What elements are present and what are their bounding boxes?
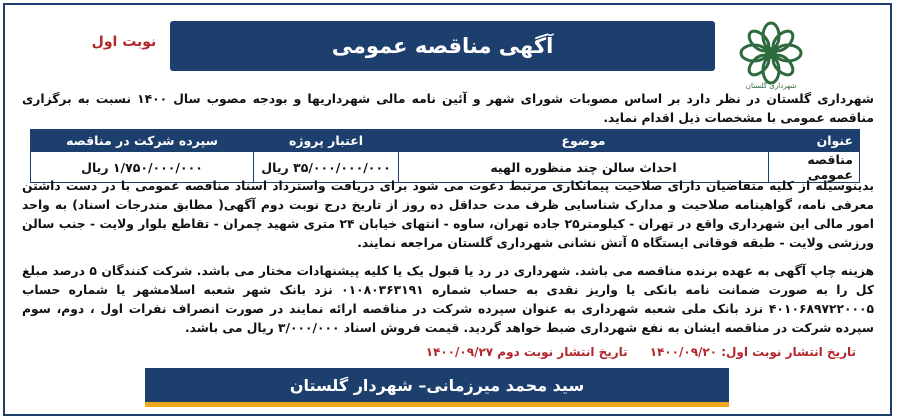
table-header-row bbox=[31, 130, 860, 152]
flower-emblem-icon bbox=[736, 18, 806, 88]
tender-table bbox=[30, 129, 860, 183]
header-deposit: سپرده شرکت در مناقصه bbox=[31, 130, 254, 152]
municipality-logo bbox=[736, 18, 806, 88]
cell-subject: احداث سالن چند منظوره الهیه bbox=[399, 152, 769, 183]
cell-project-budget: ۳۵/۰۰۰/۰۰۰/۰۰۰ ریال bbox=[254, 152, 399, 183]
cell-title: مناقصه عمومی bbox=[769, 152, 860, 183]
title-bar bbox=[170, 21, 715, 71]
date-first-publication: تاریخ انتشار نوبت اول: ۱۴۰۰/۰۹/۲۰ bbox=[649, 345, 856, 359]
header-title: عنوان bbox=[769, 130, 860, 152]
logo-caption: شهرداری گلستان bbox=[745, 82, 797, 90]
publication-dates bbox=[300, 345, 856, 359]
round-label: نوبت اول bbox=[91, 34, 157, 50]
cell-deposit: ۱/۷۵۰/۰۰۰/۰۰۰ ریال bbox=[31, 152, 254, 183]
header-subject: موضوع bbox=[399, 130, 769, 152]
signatory: سید محمد میرزمانی– شهردار گلستان bbox=[289, 375, 585, 395]
intro-paragraph: شهرداری گلستان در نظر دارد بر اساس مصوبات شورای شهر و آئین نامه مالی شهرداریها و بودجه مصوب سال ۱۴۰۰ نسبت به برگزاری مناقصه عمومی با مشخصات ذیل اقدام نماید. bbox=[22, 92, 874, 125]
signature-bar bbox=[145, 368, 729, 402]
notice-title: آگهی مناقصه عمومی bbox=[331, 34, 554, 58]
terms-paragraph: هزینه چاپ آگهی به عهده برنده مناقصه می باشد. شهرداری در رد یا قبول یک یا کلیه پیشنهادات مختار می باشد. شرکت کنندگان ۵ درصد مبلغ کل را به صورت ضمانت نامه بانکی یا واریز نقدی به حساب شماره ۰۱۰۸۰۳۶۳۱۹۱ نزد بانک شهر شعبه اسلامشهر یا شماره حساب ۴۰۱۰۶۸۹۷۲۲۰۰۰۵ نزد بانک ملی شعبه شهرداری به عنوان سپرده شرکت در مناقصه ارائه نمایند در صورت انصراف نفرات اول ، دوم، سوم سپرده شرکت در مناقصه ایشان به نفع شهرداری ضبط خواهد گردید. قیمت فروش اسناد ۳/۰۰۰/۰۰۰ ریال می باشد. bbox=[22, 264, 874, 335]
header-project-budget: اعتبار پروژه bbox=[254, 130, 399, 152]
footer-ribbon bbox=[145, 402, 729, 407]
date-second-publication: تاریخ انتشار نوبت دوم ۱۴۰۰/۰۹/۲۷ bbox=[425, 345, 628, 359]
instructions-paragraph: بدینوسیله از کلیه متقاضیان دارای صلاحیت پیمانکاری مرتبط دعوت می شود برای دریافت واسترداد اسناد مناقصه عمومی با در دست داشتن معرفی نامه، گواهینامه صلاحیت و مدارک شناسایی ظرف مدت حداقل ده روز از تاریخ درج نوبت دوم آگهی( مطابق مندرجات اسناد) به واحد امور مالی این شهرداری واقع در تهران - کیلومتر۲۵ جاده تهران، ساوه - انتهای خیابان ۲۴ متری شهید چمران - تقاطع بلوار ولایت - جنب سالن ورزشی ولایت - طبقه فوقانی ایستگاه ۵ آتش نشانی شهرداری گلستان مراجعه نمایند. bbox=[22, 179, 874, 250]
